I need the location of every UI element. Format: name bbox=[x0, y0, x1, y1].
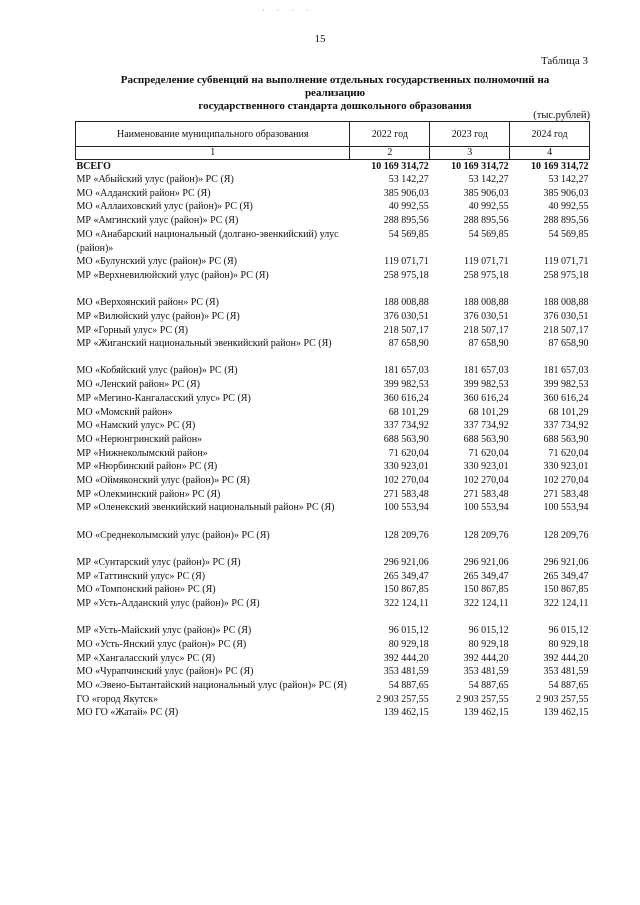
value-2023: 150 867,85 bbox=[463, 584, 509, 596]
value-2022: 265 349,47 bbox=[383, 570, 429, 582]
table-row bbox=[76, 200, 590, 214]
spacer-row bbox=[76, 351, 590, 365]
value-2023: 376 030,51 bbox=[463, 310, 509, 322]
spacer-cell bbox=[76, 611, 590, 625]
value-2023: 258 975,18 bbox=[463, 269, 509, 281]
value-2022: 376 030,51 bbox=[383, 310, 429, 322]
municipality-name: МО «Томпонский район» РС (Я) bbox=[76, 584, 216, 596]
scan-specks: · · · · bbox=[262, 6, 314, 15]
value-2022: 119 071,71 bbox=[384, 256, 429, 268]
municipality-name: МР «Горный улус» РС (Я) bbox=[76, 324, 188, 336]
municipality-name: МО «Среднеколымский улус (район)» РС (Я) bbox=[76, 529, 270, 541]
total-2023: 10 169 314,72 bbox=[451, 161, 509, 172]
value-2024: 392 444,20 bbox=[543, 652, 589, 664]
table-row bbox=[76, 378, 590, 392]
header-2023: 2023 год bbox=[430, 122, 510, 147]
value-2022: 337 734,92 bbox=[383, 420, 429, 432]
value-2024: 399 982,53 bbox=[543, 379, 589, 391]
table-row bbox=[76, 433, 590, 447]
municipality-name: МО ГО «Жатай» РС (Я) bbox=[76, 707, 179, 719]
title-line-2: государственного стандарта дошкольного образования bbox=[198, 100, 472, 112]
value-2022: 150 867,85 bbox=[383, 584, 429, 596]
value-2024: 258 975,18 bbox=[543, 269, 589, 281]
value-2023: 102 270,04 bbox=[463, 475, 509, 487]
value-2024: 68 101,29 bbox=[548, 406, 589, 418]
value-2023: 68 101,29 bbox=[468, 406, 509, 418]
subsidy-table bbox=[75, 121, 590, 720]
value-2024: 296 921,06 bbox=[543, 556, 589, 568]
value-2022: 360 616,24 bbox=[383, 392, 429, 404]
value-2022: 688 563,90 bbox=[383, 433, 429, 445]
spacer-cell bbox=[76, 542, 590, 556]
table-row bbox=[76, 665, 590, 679]
value-2023: 128 209,76 bbox=[463, 529, 509, 541]
column-number-1: 1 bbox=[76, 147, 350, 160]
value-2023: 218 507,17 bbox=[463, 324, 509, 336]
value-2023: 322 124,11 bbox=[463, 597, 509, 609]
value-2022: 2 903 257,55 bbox=[376, 693, 429, 705]
municipality-name: МО «Алданский район» РС (Я) bbox=[76, 187, 211, 199]
value-2022: 128 209,76 bbox=[383, 529, 429, 541]
document-title bbox=[95, 74, 575, 113]
table-row bbox=[76, 488, 590, 502]
value-2022: 296 921,06 bbox=[383, 556, 429, 568]
column-number-3: 3 bbox=[430, 147, 510, 160]
value-2023: 360 616,24 bbox=[463, 392, 509, 404]
municipality-name: МО «Момский район» bbox=[76, 406, 173, 418]
value-2024: 385 906,03 bbox=[543, 187, 589, 199]
value-2022: 288 895,56 bbox=[383, 215, 429, 227]
table-row bbox=[76, 255, 590, 269]
value-2024: 330 923,01 bbox=[543, 461, 589, 473]
value-2024: 100 553,94 bbox=[543, 502, 589, 514]
value-2022: 218 507,17 bbox=[383, 324, 429, 336]
table-row bbox=[76, 652, 590, 666]
value-2024: 80 929,18 bbox=[548, 638, 589, 650]
value-2022: 96 015,12 bbox=[388, 625, 429, 637]
value-2024: 40 992,55 bbox=[548, 201, 589, 213]
spacer-row bbox=[76, 542, 590, 556]
value-2024: 353 481,59 bbox=[543, 666, 589, 678]
value-2023: 337 734,92 bbox=[463, 420, 509, 432]
municipality-name: МР «Оленекский эвенкийский национальный район» РС (Я) bbox=[76, 502, 335, 514]
value-2022: 353 481,59 bbox=[383, 666, 429, 678]
municipality-name: МР «Усть-Алданский улус (район)» РС (Я) bbox=[76, 597, 260, 609]
table-row bbox=[76, 706, 590, 720]
value-2023: 53 142,27 bbox=[468, 174, 509, 185]
municipality-name: МР «Амгинский улус (район)» РС (Я) bbox=[76, 215, 239, 227]
value-2023: 271 583,48 bbox=[463, 488, 509, 500]
table-row bbox=[76, 406, 590, 420]
table-row bbox=[76, 597, 590, 611]
total-label: ВСЕГО bbox=[76, 161, 111, 172]
value-2022: 258 975,18 bbox=[383, 269, 429, 281]
value-2023: 296 921,06 bbox=[463, 556, 509, 568]
total-2024: 10 169 314,72 bbox=[531, 161, 589, 172]
municipality-name: МР «Верхневилюйский улус (район)» РС (Я) bbox=[76, 269, 269, 281]
page-number: 15 bbox=[314, 33, 326, 45]
value-2022: 139 462,15 bbox=[383, 707, 429, 719]
table-row bbox=[76, 529, 590, 543]
value-2022: 40 992,55 bbox=[388, 201, 429, 213]
value-2023: 54 887,65 bbox=[468, 680, 509, 691]
total-row bbox=[76, 160, 590, 174]
value-2023: 330 923,01 bbox=[463, 461, 509, 473]
value-2022: 330 923,01 bbox=[383, 461, 429, 473]
value-2023: 399 982,53 bbox=[463, 379, 509, 391]
municipality-name: МР «Олекминский район» РС (Я) bbox=[76, 488, 221, 500]
value-2023: 96 015,12 bbox=[468, 625, 509, 637]
value-2024: 53 142,27 bbox=[548, 174, 589, 185]
value-2024: 376 030,51 bbox=[543, 310, 589, 322]
municipality-name: МО «Нерюнгринский район» bbox=[76, 433, 203, 445]
value-2024: 102 270,04 bbox=[543, 475, 589, 487]
table-row bbox=[76, 624, 590, 638]
municipality-name: ГО «город Якутск» bbox=[76, 693, 159, 705]
table-row bbox=[76, 447, 590, 461]
municipality-name: МО «Усть-Янский улус (район)» РС (Я) bbox=[76, 638, 247, 650]
value-2022: 71 620,04 bbox=[388, 447, 429, 459]
spacer-row bbox=[76, 611, 590, 625]
column-number-row bbox=[76, 147, 590, 160]
spacer-cell bbox=[76, 283, 590, 297]
table-row bbox=[76, 460, 590, 474]
value-2023: 353 481,59 bbox=[463, 666, 509, 678]
table-row bbox=[76, 501, 590, 515]
table-row bbox=[76, 638, 590, 652]
municipality-name: МР «Вилюйский улус (район)» РС (Я) bbox=[76, 310, 240, 322]
value-2022: 54 569,85 bbox=[388, 228, 429, 240]
value-2024: 288 895,56 bbox=[543, 215, 589, 227]
units-label: (тыс.рублей) bbox=[533, 110, 590, 121]
value-2022: 322 124,11 bbox=[384, 597, 429, 609]
table-row bbox=[76, 324, 590, 338]
value-2023: 265 349,47 bbox=[463, 570, 509, 582]
spacer-cell bbox=[76, 351, 590, 365]
value-2023: 119 071,71 bbox=[463, 256, 509, 268]
table-row bbox=[76, 337, 590, 351]
value-2024: 322 124,11 bbox=[543, 597, 589, 609]
municipality-name: МР «Таттинский улус» РС (Я) bbox=[76, 570, 206, 582]
municipality-name: МО «Намский улус» РС (Я) bbox=[76, 420, 196, 432]
value-2022: 385 906,03 bbox=[383, 187, 429, 199]
municipality-name: МО «Верхоянский район» РС (Я) bbox=[76, 297, 219, 309]
table-row bbox=[76, 364, 590, 378]
table-row bbox=[76, 556, 590, 570]
value-2024: 337 734,92 bbox=[543, 420, 589, 432]
spacer-cell bbox=[76, 515, 590, 529]
table-row bbox=[76, 570, 590, 584]
value-2023: 80 929,18 bbox=[468, 638, 509, 650]
value-2024: 54 887,65 bbox=[548, 680, 589, 691]
municipality-name: МР «Сунтарский улус (район)» РС (Я) bbox=[76, 556, 241, 568]
column-number-2: 2 bbox=[350, 147, 430, 160]
value-2022: 399 982,53 bbox=[383, 379, 429, 391]
table-row bbox=[76, 214, 590, 228]
value-2022: 271 583,48 bbox=[383, 488, 429, 500]
table-row bbox=[76, 269, 590, 283]
table-header bbox=[76, 122, 590, 160]
value-2022: 87 658,90 bbox=[388, 338, 429, 350]
header-2024: 2024 год bbox=[510, 122, 590, 147]
value-2024: 688 563,90 bbox=[543, 433, 589, 445]
value-2023: 288 895,56 bbox=[463, 215, 509, 227]
value-2024: 360 616,24 bbox=[543, 392, 589, 404]
spacer-row bbox=[76, 515, 590, 529]
value-2024: 128 209,76 bbox=[543, 529, 589, 541]
municipality-name: МР «Абыйский улус (район)» РС (Я) bbox=[76, 174, 234, 185]
table-row bbox=[76, 392, 590, 406]
header-row bbox=[76, 122, 590, 147]
municipality-name: МО «Эвено-Бытантайский национальный улус (район)» РС (Я) bbox=[76, 680, 347, 691]
value-2024: 218 507,17 bbox=[543, 324, 589, 336]
municipality-name: МО «Аллаиховский улус (район)» РС (Я) bbox=[76, 201, 253, 213]
value-2023: 40 992,55 bbox=[468, 201, 509, 213]
value-2024: 71 620,04 bbox=[548, 447, 589, 459]
value-2022: 68 101,29 bbox=[388, 406, 429, 418]
value-2024: 271 583,48 bbox=[543, 488, 589, 500]
value-2023: 188 008,88 bbox=[463, 297, 509, 309]
table-row bbox=[76, 310, 590, 324]
value-2023: 87 658,90 bbox=[468, 338, 509, 350]
value-2024: 139 462,15 bbox=[543, 707, 589, 719]
value-2024: 265 349,47 bbox=[543, 570, 589, 582]
municipality-name: МО «Кобяйский улус (район)» РС (Я) bbox=[76, 365, 238, 377]
value-2024: 188 008,88 bbox=[543, 297, 589, 309]
value-2024: 119 071,71 bbox=[543, 256, 589, 268]
value-2024: 54 569,85 bbox=[548, 228, 589, 240]
table-row bbox=[76, 474, 590, 488]
municipality-name: МО «Оймяконский улус (район)» РС (Я) bbox=[76, 475, 250, 487]
value-2023: 385 906,03 bbox=[463, 187, 509, 199]
table-label: Таблица 3 bbox=[540, 55, 588, 67]
table-row bbox=[76, 583, 590, 597]
municipality-name: МР «Нюрбинский район» РС (Я) bbox=[76, 461, 218, 473]
value-2024: 150 867,85 bbox=[543, 584, 589, 596]
value-2022: 102 270,04 bbox=[383, 475, 429, 487]
value-2023: 54 569,85 bbox=[468, 228, 509, 240]
municipality-name: МО «Чурапчинский улус (район)» РС (Я) bbox=[76, 666, 254, 678]
value-2022: 181 657,03 bbox=[383, 365, 429, 377]
value-2023: 71 620,04 bbox=[468, 447, 509, 459]
table-row bbox=[76, 296, 590, 310]
value-2022: 80 929,18 bbox=[388, 638, 429, 650]
value-2023: 139 462,15 bbox=[463, 707, 509, 719]
value-2023: 392 444,20 bbox=[463, 652, 509, 664]
column-number-4: 4 bbox=[510, 147, 590, 160]
spacer-row bbox=[76, 283, 590, 297]
table-row bbox=[76, 419, 590, 433]
table-row bbox=[76, 173, 590, 187]
table-row bbox=[76, 228, 590, 255]
header-2022: 2022 год bbox=[350, 122, 430, 147]
table-body bbox=[76, 160, 590, 721]
value-2023: 688 563,90 bbox=[463, 433, 509, 445]
value-2024: 2 903 257,55 bbox=[536, 693, 589, 705]
municipality-name: МР «Нижнеколымский район» bbox=[76, 447, 208, 459]
value-2022: 392 444,20 bbox=[383, 652, 429, 664]
municipality-name: МО «Анабарский национальный (долгано-эвенкийский) улус (район)» bbox=[76, 228, 339, 254]
municipality-name: МО «Ленский район» РС (Я) bbox=[76, 379, 200, 391]
table-row bbox=[76, 693, 590, 707]
municipality-name: МР «Мегино-Кангаласский улус» РС (Я) bbox=[76, 392, 251, 404]
value-2022: 100 553,94 bbox=[383, 502, 429, 514]
municipality-name: МР «Жиганский национальный эвенкийский район» РС (Я) bbox=[76, 338, 332, 350]
value-2022: 54 887,65 bbox=[388, 680, 429, 691]
value-2022: 188 008,88 bbox=[383, 297, 429, 309]
value-2022: 53 142,27 bbox=[388, 174, 429, 185]
value-2024: 181 657,03 bbox=[543, 365, 589, 377]
table-row bbox=[76, 679, 590, 693]
title-line-1: Распределение субвенций на выполнение отдельных государственных полномочий на реализацию bbox=[120, 74, 550, 99]
value-2023: 100 553,94 bbox=[463, 502, 509, 514]
header-name: Наименование муниципального образования bbox=[76, 122, 350, 147]
total-2022: 10 169 314,72 bbox=[371, 161, 429, 172]
value-2024: 87 658,90 bbox=[548, 338, 589, 350]
table-row bbox=[76, 187, 590, 201]
value-2024: 96 015,12 bbox=[548, 625, 589, 637]
value-2023: 2 903 257,55 bbox=[456, 693, 509, 705]
municipality-name: МО «Булунский улус (район)» РС (Я) bbox=[76, 256, 237, 268]
municipality-name: МР «Хангаласский улус» РС (Я) bbox=[76, 652, 216, 664]
value-2023: 181 657,03 bbox=[463, 365, 509, 377]
municipality-name: МР «Усть-Майский улус (район)» РС (Я) bbox=[76, 625, 252, 637]
